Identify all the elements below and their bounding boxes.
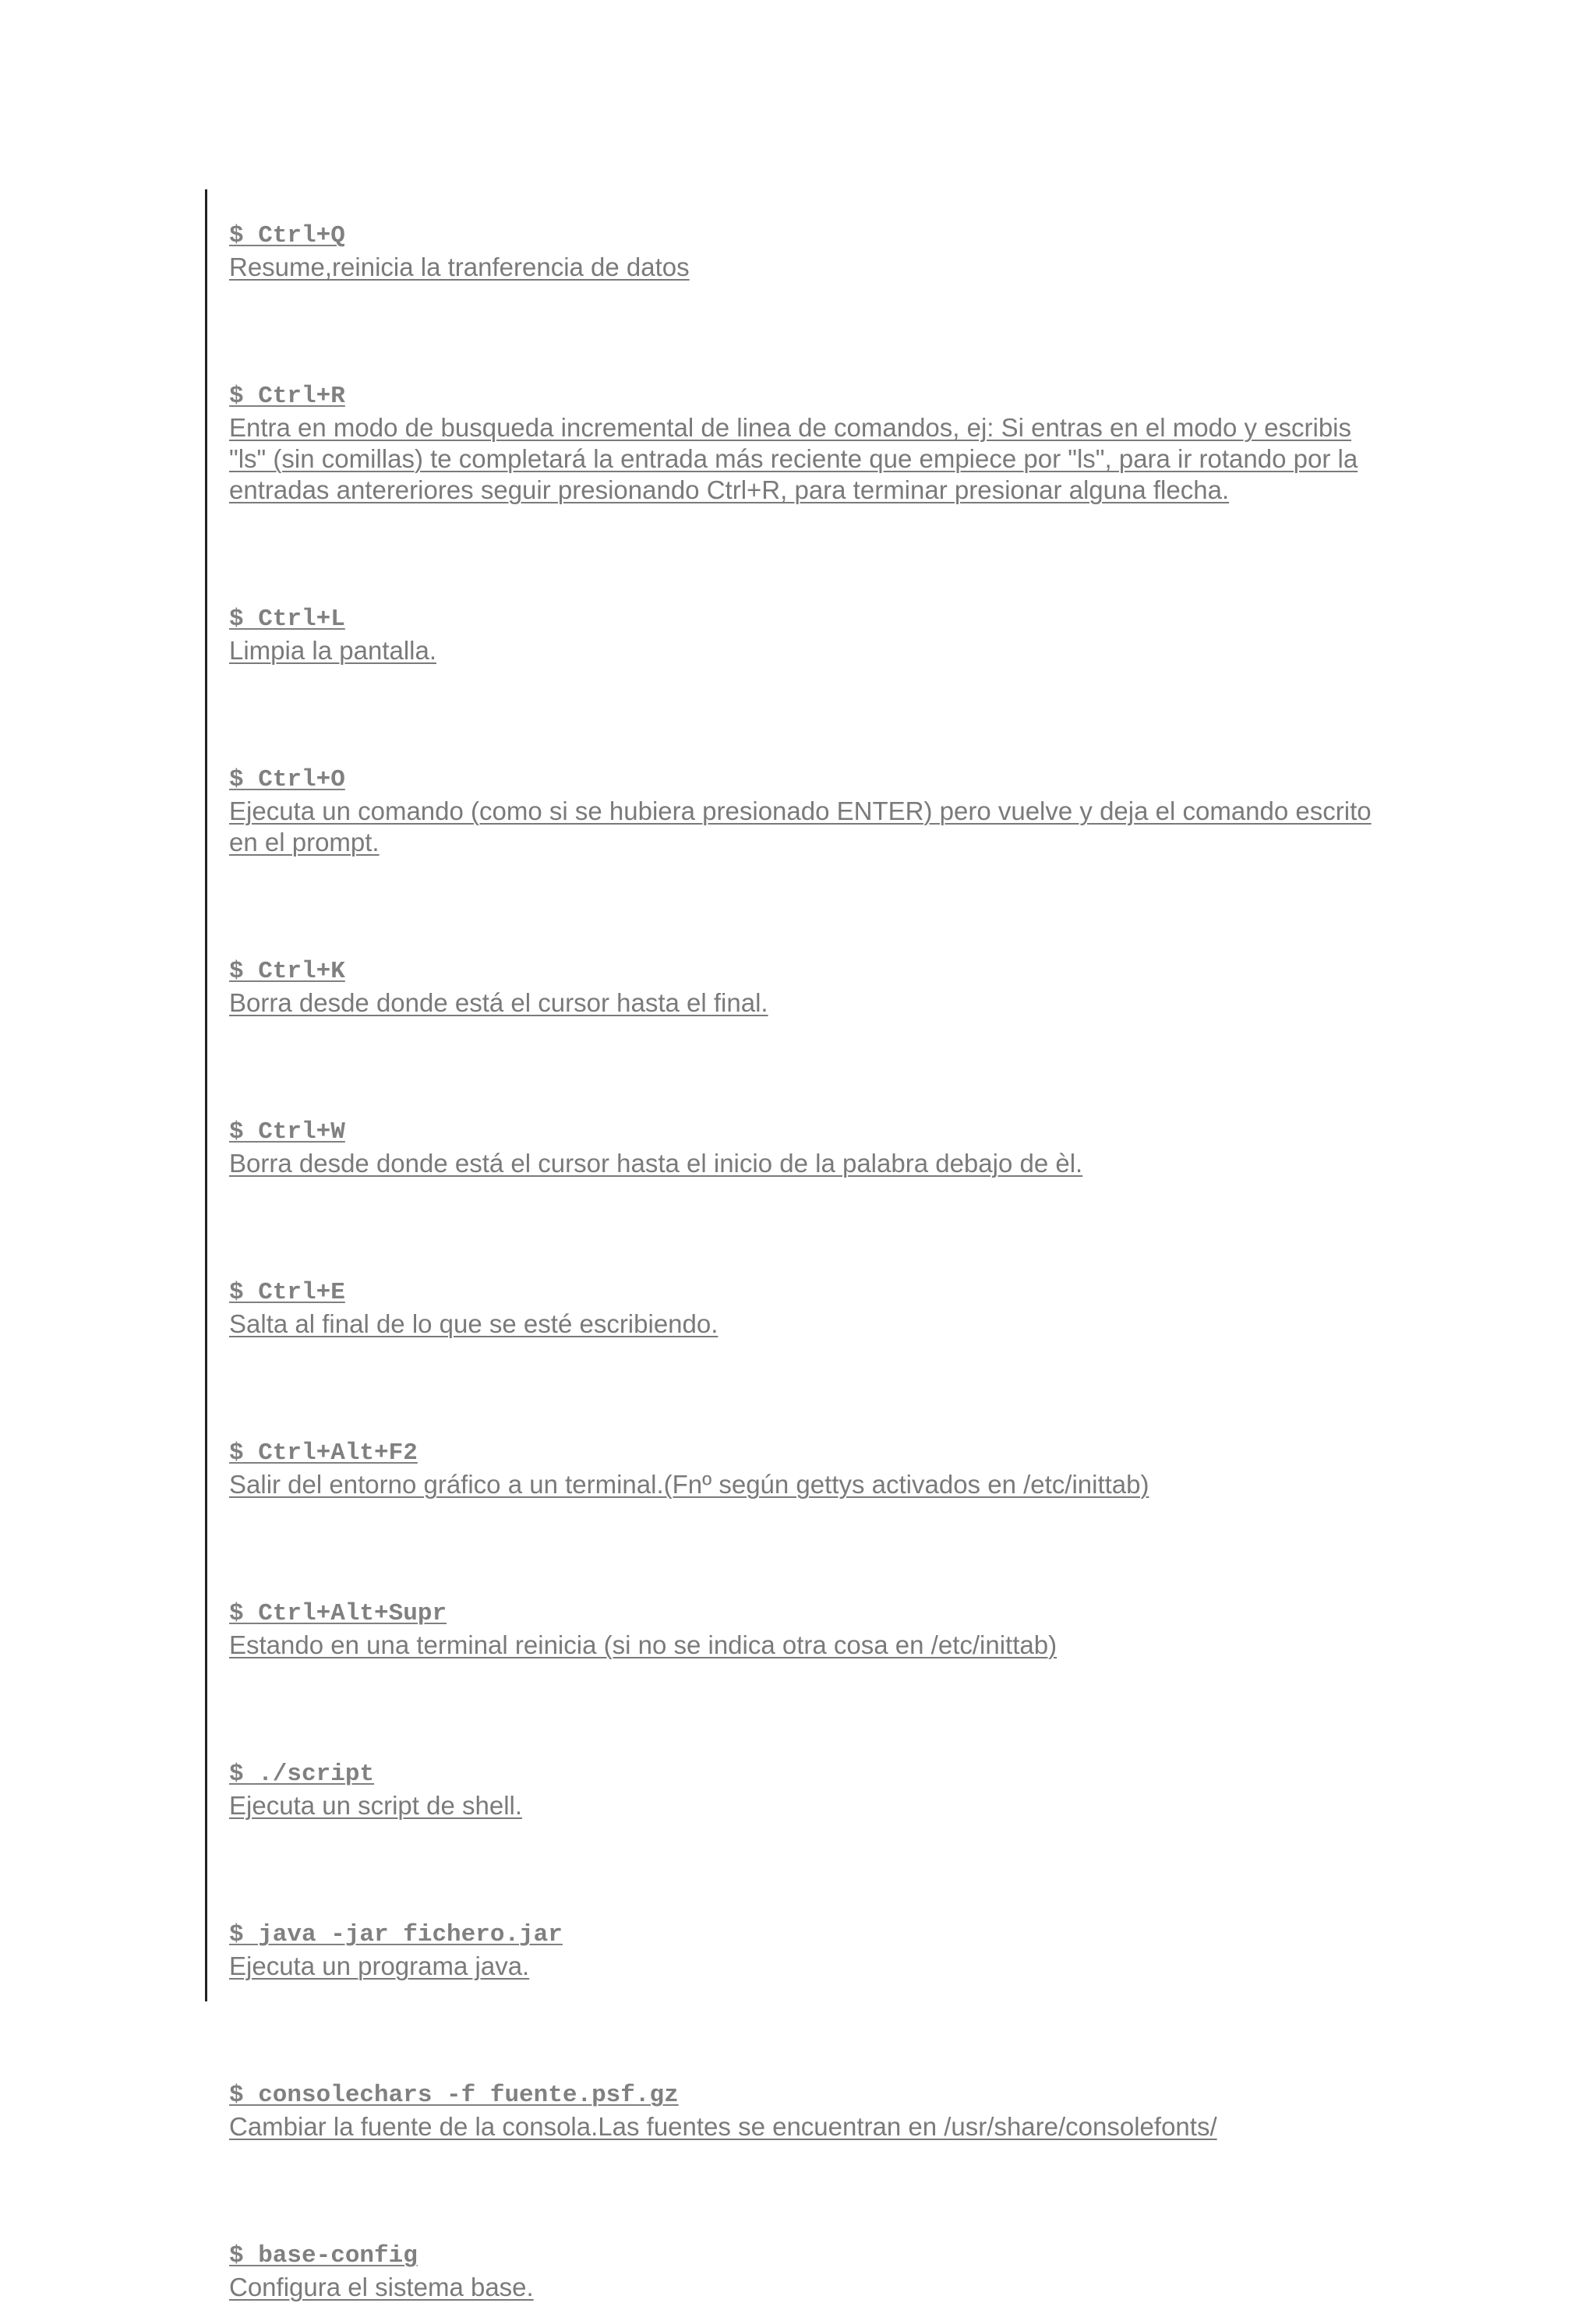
list-item — [229, 2080, 1398, 2142]
command-text: $ Ctrl+W — [229, 1118, 345, 1146]
command-text: $ consolechars -f fuente.psf.gz — [229, 2082, 679, 2109]
command-description: Borra desde donde está el cursor hasta el inicio de la palabra debajo de èl. — [229, 1149, 1083, 1178]
command-description: Ejecuta un comando (como si se hubiera presionado ENTER) pero vuelve y deja el comando escrito en el prompt. — [229, 797, 1372, 857]
command-text: $ Ctrl+E — [229, 1279, 345, 1306]
command-description: Salta al final de lo que se esté escribiendo. — [229, 1309, 719, 1338]
list-item — [229, 381, 1398, 506]
command-description: Entra en modo de busqueda incremental de linea de comandos, ej: Si entras en el modo y escribis "ls" (sin comillas) te completará la entrada más reciente que empiece por "ls", para ir rotando por la entradas antereriores seguir presionando Ctrl+R, para terminar presionar alguna flecha. — [229, 413, 1358, 504]
list-item — [229, 1598, 1398, 1661]
command-text: $ Ctrl+Alt+Supr — [229, 1600, 447, 1627]
command-description: Salir del entorno gráfico a un terminal.(Fnº según gettys activados en /etc/inittab) — [229, 1470, 1149, 1499]
list-item — [229, 765, 1398, 858]
list-item — [229, 956, 1398, 1019]
list-item — [229, 1117, 1398, 1179]
command-text: $ ./script — [229, 1761, 375, 1788]
command-text: $ Ctrl+Alt+F2 — [229, 1439, 418, 1467]
command-list — [229, 221, 1398, 2303]
command-description: Resume,reinicia la tranferencia de datos — [229, 253, 690, 281]
list-item — [229, 1759, 1398, 1821]
command-description: Estando en una terminal reinicia (si no se indica otra cosa en /etc/inittab) — [229, 1630, 1058, 1659]
command-description: Borra desde donde está el cursor hasta el final. — [229, 988, 768, 1017]
list-item — [229, 1920, 1398, 1982]
command-text: $ Ctrl+O — [229, 766, 345, 793]
command-text: $ Ctrl+L — [229, 606, 345, 633]
command-description: Cambiar la fuente de la consola.Las fuentes se encuentran en /usr/share/consolefonts/ — [229, 2112, 1217, 2141]
command-description: Ejecuta un script de shell. — [229, 1791, 523, 1820]
command-text: $ Ctrl+K — [229, 958, 345, 985]
left-margin-rule — [205, 189, 207, 2001]
command-text: $ Ctrl+Q — [229, 222, 345, 249]
command-description: Ejecuta un programa java. — [229, 1952, 530, 1980]
list-item — [229, 1277, 1398, 1340]
list-item — [229, 1438, 1398, 1500]
command-text: $ base-config — [229, 2242, 418, 2269]
command-text: $ java -jar fichero.jar — [229, 1921, 563, 1948]
list-item — [229, 2241, 1398, 2303]
command-description: Configura el sistema base. — [229, 2273, 534, 2301]
command-text: $ Ctrl+R — [229, 383, 345, 410]
command-description: Limpia la pantalla. — [229, 636, 436, 665]
list-item — [229, 604, 1398, 666]
list-item — [229, 221, 1398, 283]
